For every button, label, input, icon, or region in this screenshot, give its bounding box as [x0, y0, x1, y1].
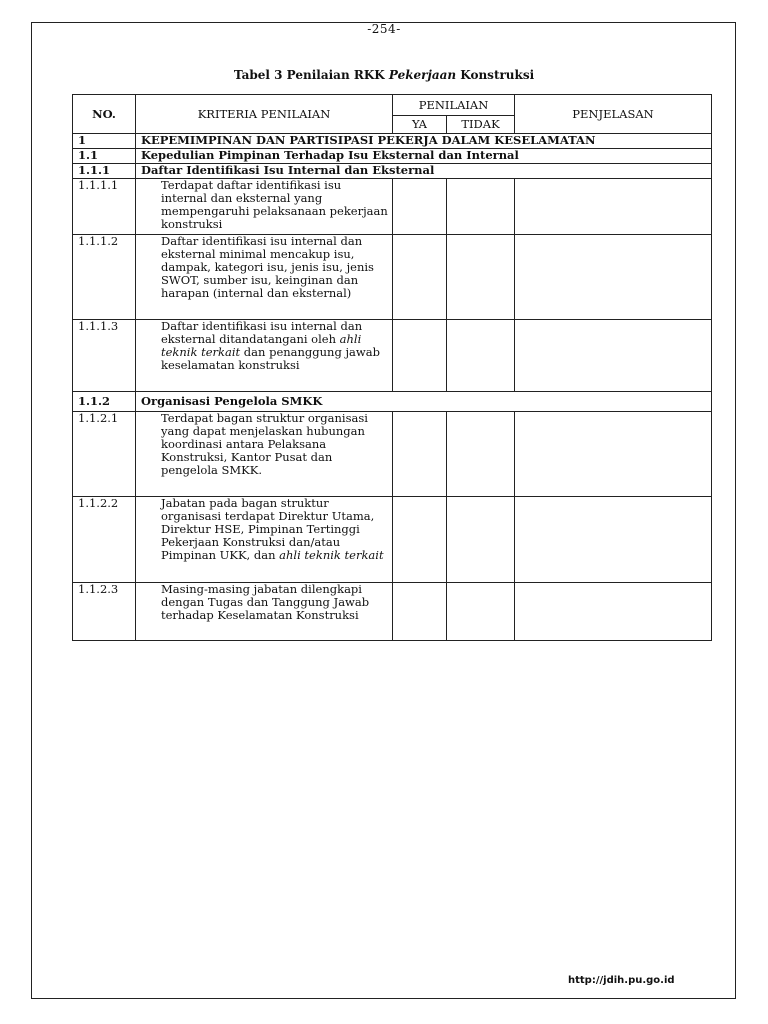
section-title: Daftar Identifikasi Isu Internal dan Eksternal: [136, 164, 712, 179]
criteria-text-italic: ahli teknik terkait: [161, 332, 362, 359]
criteria-text: Masing-masing jabatan dilengkapi dengan Tugas dan Tanggung Jawab terhadap Keselamatan Konstruksi: [136, 583, 393, 641]
criteria-text-part: dan penanggung jawab keselamatan konstruksi: [161, 345, 380, 372]
header-kriteria: KRITERIA PENILAIAN: [136, 95, 393, 134]
criteria-text: Terdapat daftar identifikasi isu internal dan eksternal yang mempengaruhi pelaksanaan pekerjaan konstruksi: [136, 179, 393, 235]
penjelasan-cell[interactable]: [515, 179, 712, 235]
table-row: [73, 179, 712, 235]
header-penilaian: PENILAIAN: [393, 95, 515, 116]
table-title-italic: Pekerjaan: [388, 68, 457, 82]
table-row: [73, 583, 712, 641]
section-row: [73, 134, 712, 149]
table-row: [73, 320, 712, 392]
section-row: [73, 392, 712, 412]
table-title: [0, 68, 768, 82]
penjelasan-cell[interactable]: [515, 583, 712, 641]
table-title-suffix: Konstruksi: [456, 68, 535, 82]
tidak-cell[interactable]: [447, 320, 515, 392]
section-title: Organisasi Pengelola SMKK: [136, 392, 712, 412]
row-number: 1.1.1.3: [73, 320, 136, 392]
criteria-text-part: Jabatan pada bagan struktur organisasi terdapat Direktur Utama, Direktur HSE, Pimpinan Tertinggi Pekerjaan Konstruksi dan/atau Pimpinan UKK, dan: [161, 496, 375, 562]
row-number: 1.1: [73, 149, 136, 164]
section-title: Kepedulian Pimpinan Terhadap Isu Eksternal dan Internal: [136, 149, 712, 164]
table-title-prefix: Tabel 3 Penilaian RKK: [233, 68, 389, 82]
header-no: NO.: [73, 95, 136, 134]
table-row: [73, 235, 712, 320]
section-title: KEPEMIMPINAN DAN PARTISIPASI PEKERJA DALAM KESELAMATAN: [136, 134, 712, 149]
row-number: 1.1.2.2: [73, 497, 136, 583]
footer-url[interactable]: http://jdih.pu.go.id: [568, 975, 675, 986]
section-row: [73, 164, 712, 179]
tidak-cell[interactable]: [447, 412, 515, 497]
criteria-text: [136, 497, 393, 583]
row-number: 1.1.2.3: [73, 583, 136, 641]
ya-cell[interactable]: [393, 179, 447, 235]
ya-cell[interactable]: [393, 235, 447, 320]
row-number: 1.1.1.1: [73, 179, 136, 235]
ya-cell[interactable]: [393, 412, 447, 497]
assessment-table: [72, 94, 712, 641]
table-row: [73, 497, 712, 583]
header-row: [73, 95, 712, 116]
ya-cell[interactable]: [393, 583, 447, 641]
row-number: 1: [73, 134, 136, 149]
penjelasan-cell[interactable]: [515, 412, 712, 497]
row-number: 1.1.1: [73, 164, 136, 179]
table-row: [73, 412, 712, 497]
ya-cell[interactable]: [393, 497, 447, 583]
tidak-cell[interactable]: [447, 235, 515, 320]
row-number: 1.1.1.2: [73, 235, 136, 320]
criteria-text-part: Daftar identifikasi isu internal dan eksternal ditandatangani oleh: [161, 319, 363, 346]
tidak-cell[interactable]: [447, 583, 515, 641]
tidak-cell[interactable]: [447, 497, 515, 583]
criteria-text: Daftar identifikasi isu internal dan eksternal minimal mencakup isu, dampak, kategori isu, jenis isu, jenis SWOT, sumber isu, keinginan dan harapan (internal dan eksternal): [136, 235, 393, 320]
row-number: 1.1.2: [73, 392, 136, 412]
tidak-cell[interactable]: [447, 179, 515, 235]
penjelasan-cell[interactable]: [515, 235, 712, 320]
ya-cell[interactable]: [393, 320, 447, 392]
row-number: 1.1.2.1: [73, 412, 136, 497]
page-number: -254-: [367, 22, 401, 36]
criteria-text: [136, 320, 393, 392]
header-penjelasan: PENJELASAN: [515, 95, 712, 134]
penjelasan-cell[interactable]: [515, 320, 712, 392]
criteria-text: Terdapat bagan struktur organisasi yang dapat menjelaskan hubungan koordinasi antara Pelaksana Konstruksi, Kantor Pusat dan pengelola SMKK.: [136, 412, 393, 497]
section-row: [73, 149, 712, 164]
header-tidak: TIDAK: [447, 116, 515, 134]
criteria-text-italic: ahli teknik terkait: [279, 548, 384, 562]
header-ya: YA: [393, 116, 447, 134]
penjelasan-cell[interactable]: [515, 497, 712, 583]
